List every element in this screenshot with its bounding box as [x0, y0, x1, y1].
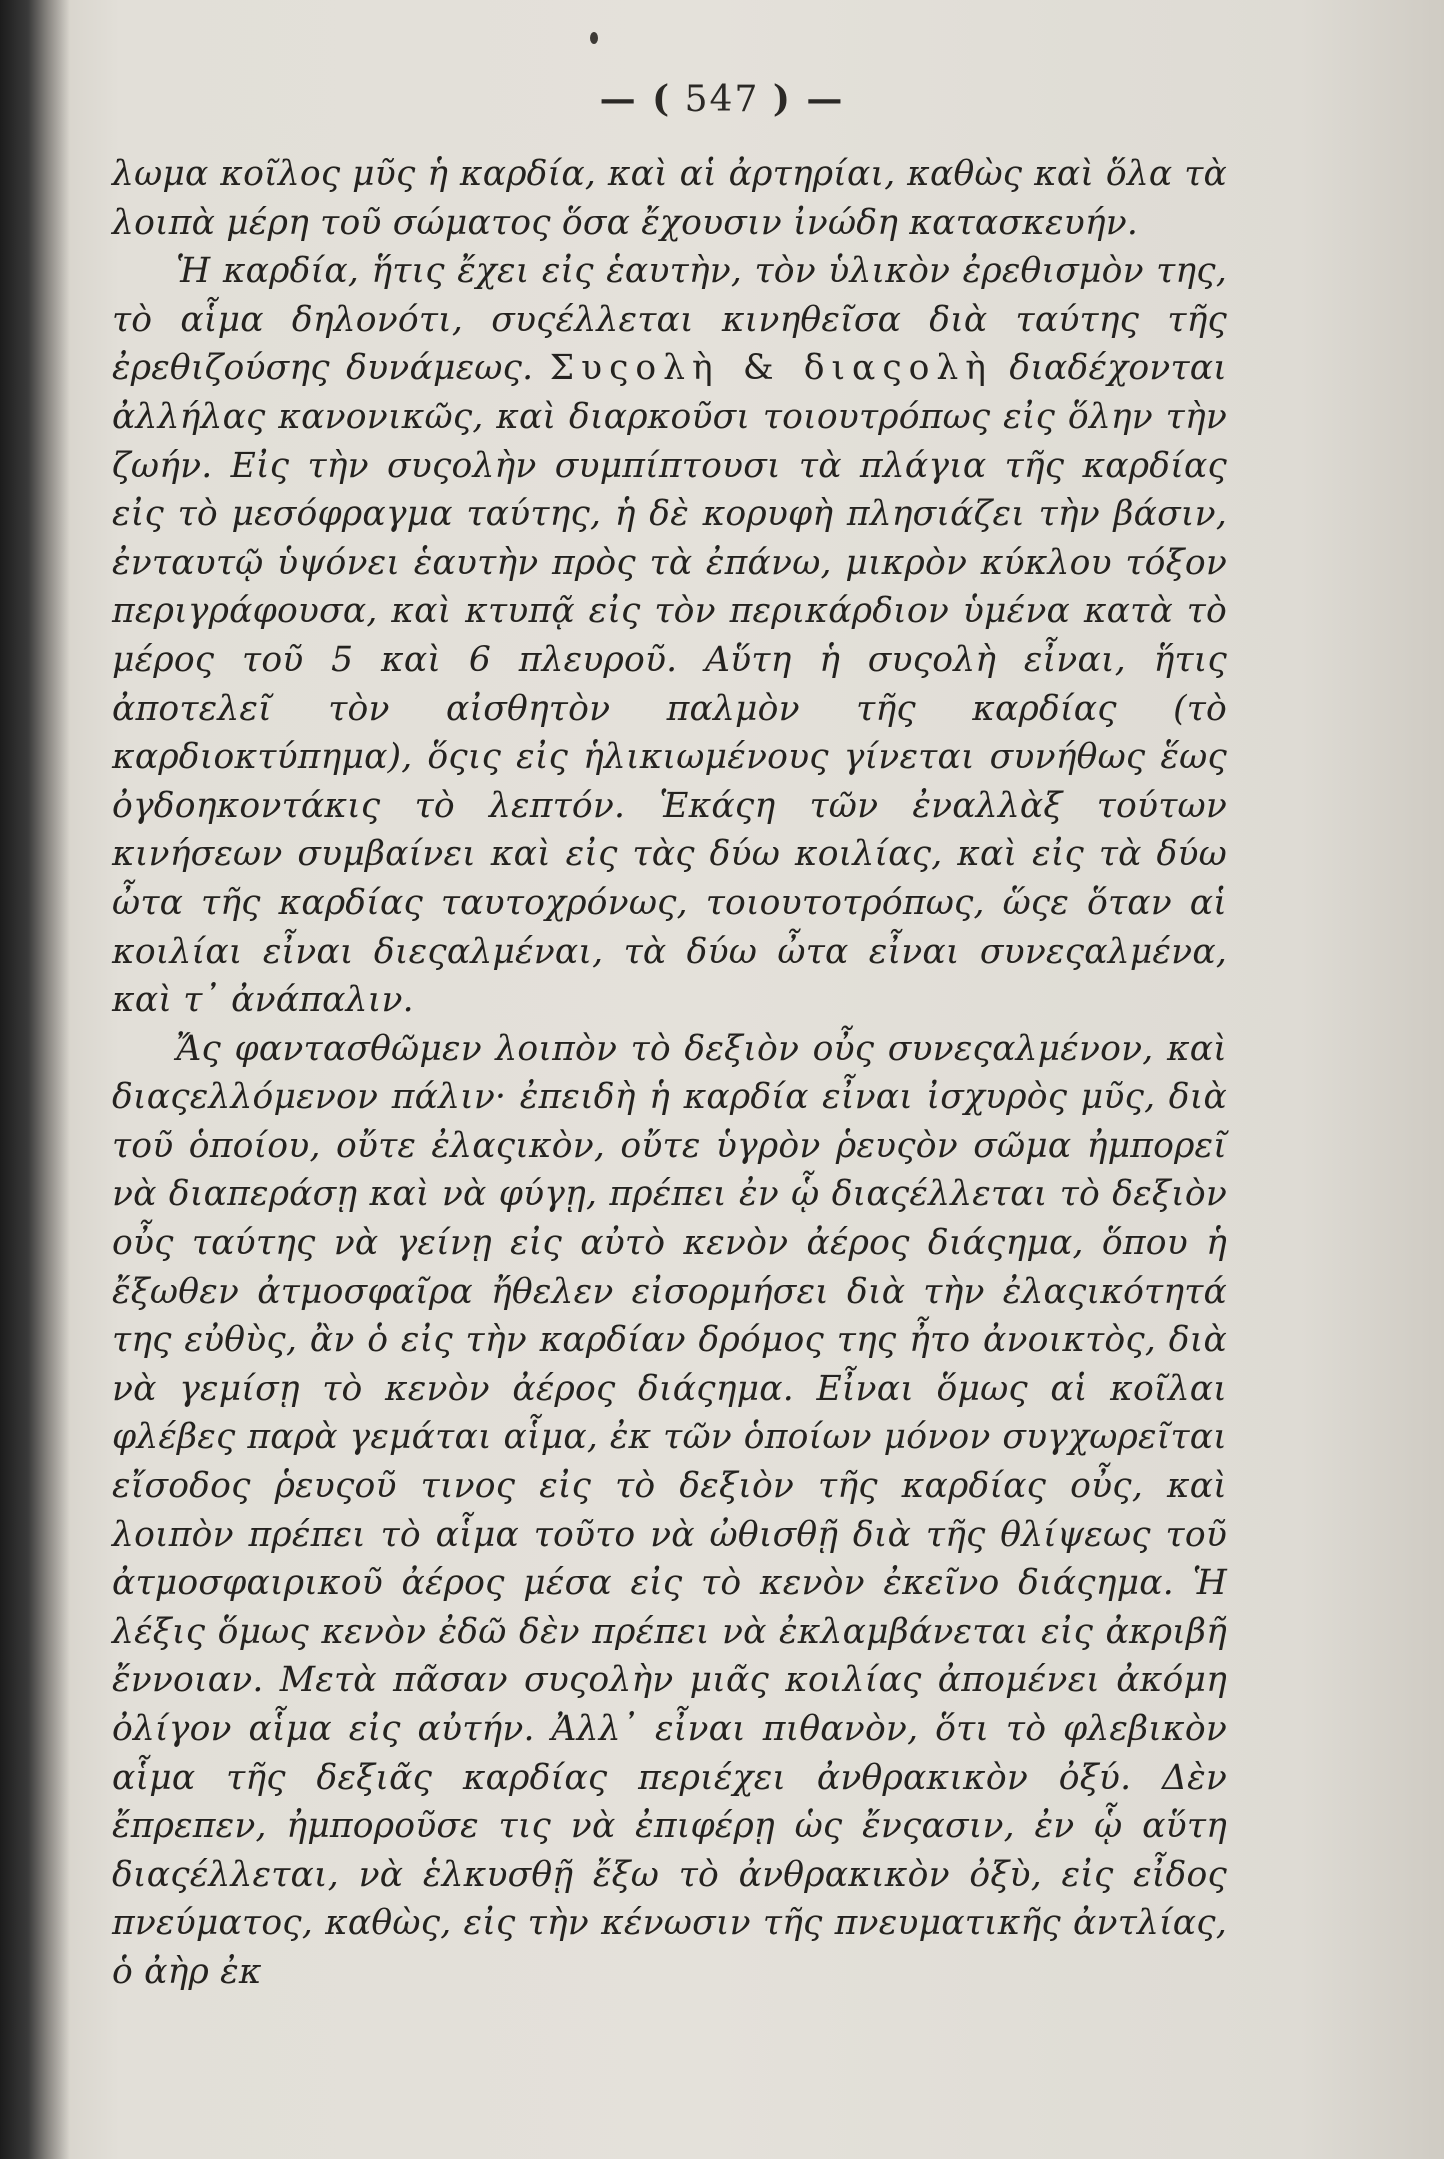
paragraph-text: λωμα κοῖλος μῦς ἡ καρδία, καὶ αἱ ἀρτηρίαι, καθὼς καὶ ὅλα τὰ λοιπὰ μέρη τοῦ σώματος ὅσα ἔχουσιν ἰνώδη κατασκευήν. — [112, 154, 1227, 243]
header-left-ornament: — ( — [599, 78, 672, 120]
ink-speck — [590, 32, 598, 44]
paragraph-right-auricle — [112, 1025, 1227, 1997]
body-text — [112, 150, 1227, 1997]
paragraph-text-after: διαδέχονται ἀλλήλας κανονικῶς, καὶ διαρκοῦσι τοιουτρόπως εἰς ὅλην τὴν ζωήν. Εἰς τὴν συςολὴν συμπίπτουσι τὰ πλάγια τῆς καρδίας εἰς τὸ μεσόφραγμα ταύτης, ἡ δὲ κορυφὴ πλησιάζει τὴν βάσιν, ἐνταυτῷ ὑψόνει ἑαυτὴν πρὸς τὰ ἐπάνω, μικρὸν κύκλου τόξον περιγράφουσα, καὶ κτυπᾷ εἰς τὸν περικάρδιον ὑμένα κατὰ τὸ μέρος τοῦ 5 καὶ 6 πλευροῦ. Αὕτη ἡ συςολὴ εἶναι, ἥτις ἀποτελεῖ τὸν αἰσθητὸν παλμὸν τῆς καρδίας (τὸ καρδιοκτύπημα), ὅςις εἰς ἡλικιωμένους γίνεται συνήθως ἕως ὀγδοηκοντάκις τὸ λεπτόν. Ἑκάςη τῶν ἐναλλὰξ τούτων κινήσεων συμβαίνει καὶ εἰς τὰς δύω κοιλίας, καὶ εἰς τὰ δύω ὦτα τῆς καρδίας ταυτοχρόνως, τοιουτοτρόπως, ὥςε ὅταν αἱ κοιλίαι εἶναι διεςαλμέναι, τὰ δύω ὦτα εἶναι συνεςαλμένα, καὶ τ᾽ ἀνάπαλιν. — [112, 348, 1227, 1021]
binding-gutter-shadow — [0, 0, 70, 2159]
page-number: 547 — [684, 79, 760, 120]
page-header — [0, 78, 1444, 120]
header-right-ornament: ) — — [772, 78, 845, 120]
paragraph-heart-contraction — [112, 247, 1227, 1025]
paragraph-text-before: Ἡ καρδία, ἥτις ἔχει εἰς ἑαυτὴν, τὸν ὑλικὸν ἐρεθισμὸν της, τὸ αἷμα δηλονότι, συςέλλεται κινηθεῖσα διὰ ταύτης τῆς ἐρεθιζούσης δυνάμεως. — [112, 251, 1227, 389]
spaced-emphasis: Συςολὴ & διαςολὴ — [549, 348, 993, 389]
paragraph-text: Ἄς φαντασθῶμεν λοιπὸν τὸ δεξιὸν οὖς συνεςαλμένον, καὶ διαςελλόμενον πάλιν· ἐπειδὴ ἡ καρδία εἶναι ἰσχυρὸς μῦς, διὰ τοῦ ὁποίου, οὔτε ἐλαςικὸν, οὔτε ὑγρὸν ῥευςὸν σῶμα ἠμπορεῖ νὰ διαπεράσῃ καὶ νὰ φύγῃ, πρέπει ἐν ᾧ διαςέλλεται τὸ δεξιὸν οὖς ταύτης νὰ γείνῃ εἰς αὐτὸ κενὸν ἀέρος διάςημα, ὅπου ἡ ἔξωθεν ἀτμοσφαῖρα ἤθελεν εἰσορμήσει διὰ τὴν ἐλαςικότητά της εὐθὺς, ἂν ὁ εἰς τὴν καρδίαν δρόμος της ἦτο ἀνοικτὸς, διὰ νὰ γεμίσῃ τὸ κενὸν ἀέρος διάςημα. Εἶναι ὅμως αἱ κοῖλαι φλέβες παρὰ γεμάται αἷμα, ἐκ τῶν ὁποίων μόνον συγχωρεῖται εἴσοδος ῥευςοῦ τινος εἰς τὸ δεξιὸν τῆς καρδίας οὖς, καὶ λοιπὸν πρέπει τὸ αἷμα τοῦτο νὰ ὠθισθῇ διὰ τῆς θλίψεως τοῦ ἀτμοσφαιρικοῦ ἀέρος μέσα εἰς τὸ κενὸν ἐκεῖνο διάςημα. Ἡ λέξις ὅμως κενὸν ἐδῶ δὲν πρέπει νὰ ἐκλαμβάνεται εἰς ἀκριβῆ ἔννοιαν. Μετὰ πᾶσαν συςολὴν μιᾶς κοιλίας ἀπομένει ἀκόμη ὀλίγον αἷμα εἰς αὐτήν. Ἀλλ᾽ εἶναι πιθανὸν, ὅτι τὸ φλεβικὸν αἷμα τῆς δεξιᾶς καρδίας περιέχει ἀνθρακικὸν ὀξύ. Δὲν ἔπρεπεν, ἠμποροῦσε τις νὰ ἐπιφέρῃ ὡς ἔνςασιν, ἐν ᾧ αὕτη διαςέλλεται, νὰ ἑλκυσθῇ ἔξω τὸ ἀνθρακικὸν ὀξὺ, εἰς εἶδος πνεύματος, καθὼς, εἰς τὴν κένωσιν τῆς πνευματικῆς ἀντλίας, ὁ ἀὴρ ἐκ — [112, 1028, 1227, 1992]
paragraph-continued — [112, 150, 1227, 247]
